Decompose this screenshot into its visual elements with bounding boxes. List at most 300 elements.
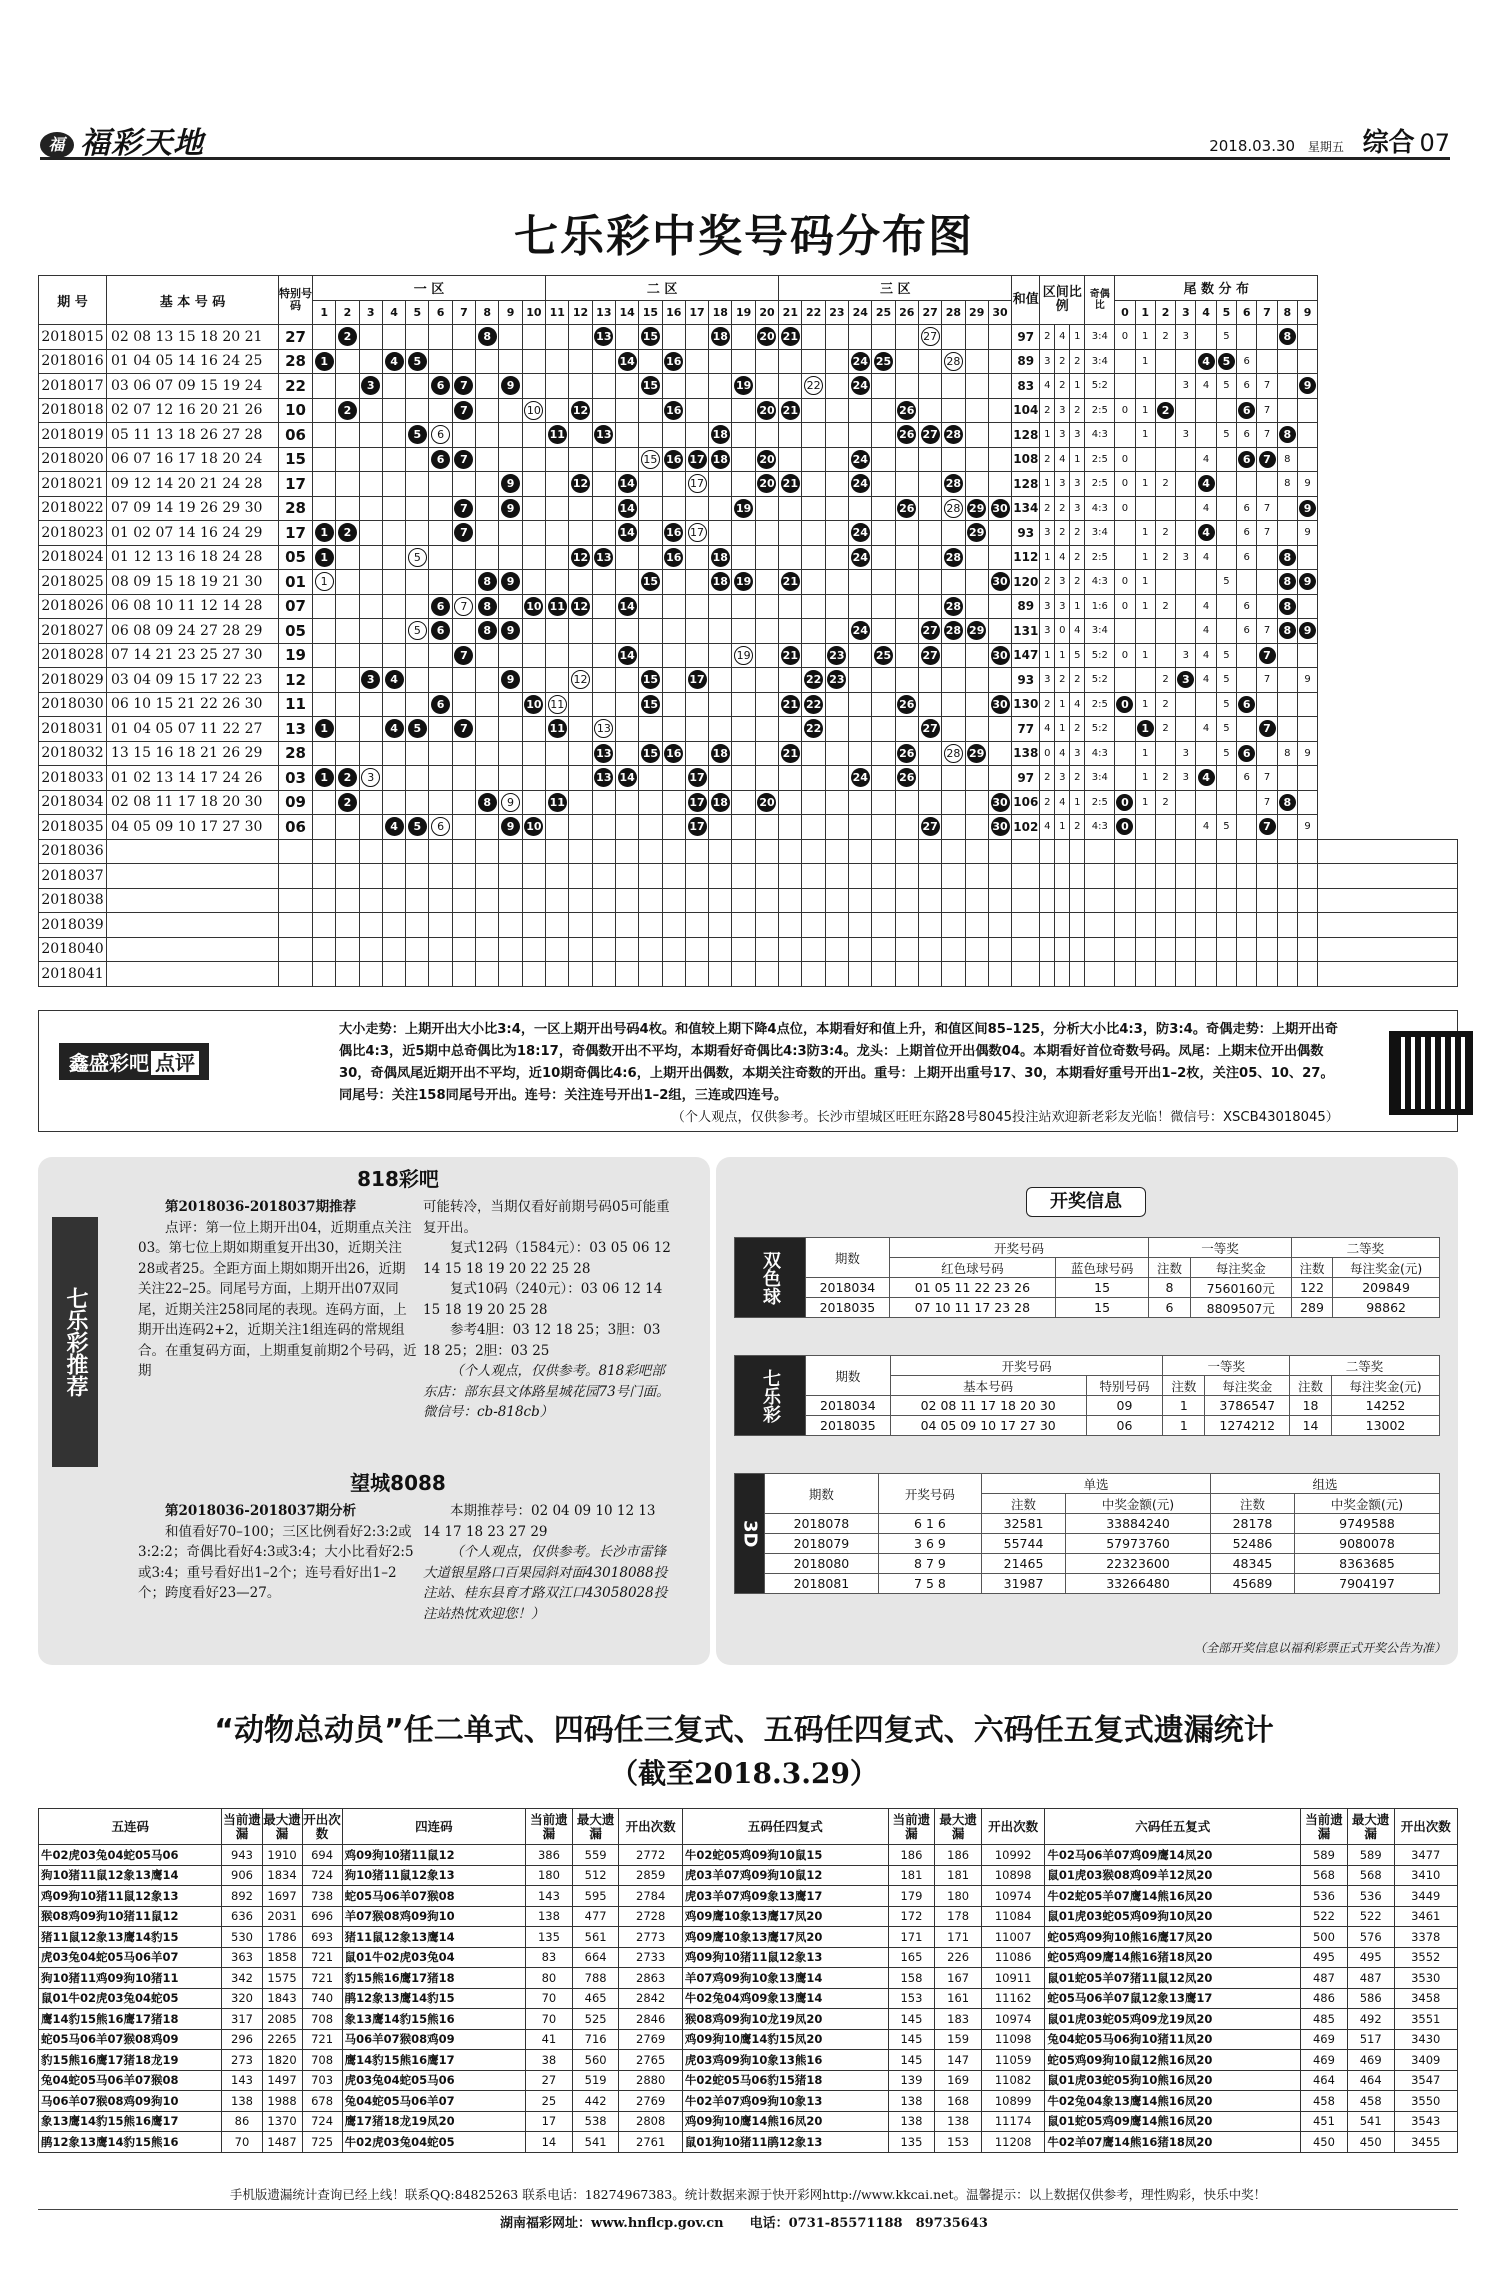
number-ball: 30 [991,572,1010,591]
stats-cell: 11084 [981,1906,1044,1927]
empty-cell [1155,962,1175,987]
tail-cell: 3 [1176,325,1196,350]
num-cell [895,643,918,668]
h-num: 10 [522,300,545,325]
num-cell [615,692,638,717]
num-cell [615,472,638,497]
number-ball: 21 [781,401,800,420]
k-h-first: 一等奖 [1149,1238,1292,1258]
empty-cell [802,913,825,938]
stats-cell: 11098 [981,2029,1044,2050]
empty-cell [1040,839,1055,864]
empty-cell [1237,962,1257,987]
tail-ball: 8 [1279,598,1296,615]
num-cell [313,398,336,423]
k-cell: 6 1 6 [878,1514,981,1534]
tail-cell: 6 [1237,766,1257,791]
h-sum: 和值 [1012,276,1040,325]
num-cell [569,815,592,840]
ratio-value: 2 [1040,325,1055,350]
num-cell [685,815,708,840]
num-cell [918,325,941,350]
num-cell [755,643,778,668]
tail-cell: 4 [1196,447,1216,472]
stats-cell: 豹15熊16鹰17猪18龙19 [39,2050,222,2071]
number-ball: 18 [711,744,730,763]
num-cell [592,619,615,644]
stats-cell: 蛇05鸡09狗10鼠12熊16凤20 [1045,2050,1301,2071]
k-cell: 9749588 [1294,1514,1439,1534]
stats-cell: 725 [302,2132,342,2153]
empty-cell [476,864,499,889]
num-cell [732,545,755,570]
stats-cell: 559 [572,1845,619,1866]
num-cell [662,668,685,693]
tail-cell [1216,594,1236,619]
h-num: 8 [476,300,499,325]
h-num: 27 [918,300,941,325]
empty-cell [709,839,732,864]
number-ball: 2 [338,327,357,346]
special-ball: 17 [688,474,707,493]
stats-cell: 464 [1347,2070,1394,2091]
empty-cell [336,913,359,938]
num-cell [895,594,918,619]
tail-cell: 1 [1135,349,1155,374]
stats-cell: 虎03鸡09狗10象13熊16 [682,2050,888,2071]
k-subhead: 每注奖金(元) [1332,1376,1440,1396]
ratio-value: 3 [1040,619,1055,644]
stats-cell: 牛02兔04鸡09象13鹰14 [682,1988,888,2009]
empty-cell [1297,913,1317,938]
num-cell [522,570,545,595]
num-cell [918,374,941,399]
empty-cell [1176,937,1196,962]
tail-cell [1297,570,1317,595]
num-cell [732,668,755,693]
empty-cell [107,913,279,938]
num-cell [802,398,825,423]
num-cell [615,423,638,448]
ratio-value: 0 [1055,619,1070,644]
sum-value: 77 [1012,717,1040,742]
h-num: 13 [592,300,615,325]
empty-cell [569,937,592,962]
stats-cell: 2863 [619,1968,682,1989]
tail-cell [1297,496,1317,521]
tail-ball: 6 [1238,402,1255,419]
dianping-sign: （个人观点，仅供参考。长沙市望城区旺旺东路28号8045投注站欢迎新老彩友光临！微信号：XSCB43018045） [671,1110,1339,1125]
empty-cell [825,888,848,913]
num-cell [732,349,755,374]
num-cell [918,619,941,644]
grid-row-empty [39,888,1458,913]
tail-cell [1216,472,1236,497]
num-cell [313,374,336,399]
grid-header-row [39,276,1458,301]
num-cell [615,717,638,742]
num-cell [802,643,825,668]
number-ball: 5 [408,425,427,444]
num-cell [313,815,336,840]
empty-cell [662,888,685,913]
num-cell [476,374,499,399]
stats-cell: 兔04蛇05马06羊07 [342,2091,525,2112]
tail-cell: 6 [1237,594,1257,619]
grid-row [39,570,1458,595]
stats-cell: 2784 [619,1886,682,1907]
stats-cell: 135 [888,2132,935,2153]
base-numbers: 06 08 09 24 27 28 29 [107,619,279,644]
number-ball: 1 [315,768,334,787]
stats-cell: 牛02蛇05羊07鹰14熊16凤20 [1045,1886,1301,1907]
number-ball: 30 [991,646,1010,665]
tail-cell: 0 [1115,398,1135,423]
empty-cell [1070,888,1085,913]
k-subhead: 注数 [1163,1376,1205,1396]
num-cell [592,741,615,766]
num-cell [895,447,918,472]
number-ball: 8 [478,621,497,640]
empty-cell [1216,913,1236,938]
special-number: 17 [279,521,313,546]
number-ball: 7 [454,523,473,542]
num-cell [499,790,522,815]
period: 2018026 [39,594,107,619]
k-h-second: 二等奖 [1290,1356,1440,1376]
number-ball: 12 [571,401,590,420]
empty-cell [1196,864,1216,889]
ratio-value: 2 [1055,349,1070,374]
empty-cell [685,937,708,962]
num-cell [709,423,732,448]
stats-cell: 138 [222,2091,262,2112]
stats-cell: 3461 [1394,1906,1457,1927]
num-cell [336,496,359,521]
empty-cell [1040,937,1055,962]
empty-cell [569,839,592,864]
num-cell [872,619,895,644]
oe-value: 2:5 [1085,790,1115,815]
empty-cell [1176,913,1196,938]
tail-cell [1257,643,1277,668]
num-cell [942,790,965,815]
num-cell [382,643,405,668]
special-number: 19 [279,643,313,668]
stats-cell: 马06羊07猴08鸡09狗10 [39,2091,222,2112]
num-cell [965,349,988,374]
k-subhead: 注数 [1211,1494,1295,1514]
num-cell [452,790,475,815]
num-cell [592,766,615,791]
k-cell: 2018081 [765,1574,879,1594]
empty-cell [382,962,405,987]
num-cell [452,766,475,791]
tail-cell [1277,570,1297,595]
num-cell [802,594,825,619]
num-cell [849,521,872,546]
num-cell [313,423,336,448]
period: 2018016 [39,349,107,374]
tail-cell [1277,398,1297,423]
empty-cell [1196,962,1216,987]
tail-cell [1176,692,1196,717]
num-cell [802,521,825,546]
side-label: 七乐彩推荐 [52,1217,98,1467]
number-ball: 15 [641,572,660,591]
num-cell [825,545,848,570]
h-oe: 奇偶比 [1085,276,1115,325]
num-cell [825,594,848,619]
number-ball: 28 [944,621,963,640]
ratio-value: 4 [1070,692,1085,717]
num-cell [779,692,802,717]
tail-cell: 4 [1196,643,1216,668]
num-cell [406,741,429,766]
stats-cell: 3552 [1394,1947,1457,1968]
h-num: 5 [406,300,429,325]
ratio-value: 4 [1070,619,1085,644]
num-cell [639,398,662,423]
empty-cell [569,864,592,889]
stats-cell: 145 [888,2050,935,2071]
num-cell [313,594,336,619]
grid-row [39,668,1458,693]
k-cell: 122 [1291,1278,1332,1298]
empty-cell [918,888,941,913]
number-ball: 21 [781,572,800,591]
empty-cell [1257,864,1277,889]
num-cell [685,766,708,791]
num-cell [802,496,825,521]
num-cell [336,619,359,644]
num-cell [942,496,965,521]
sum-value: 112 [1012,545,1040,570]
tail-cell [1297,545,1317,570]
stats-cell: 2842 [619,1988,682,2009]
k-h-first: 一等奖 [1163,1356,1290,1376]
stats-cell: 1487 [262,2132,302,2153]
num-cell [499,668,522,693]
ratio-value: 3 [1070,496,1085,521]
num-cell [662,447,685,472]
tail-cell [1277,619,1297,644]
number-ball: 2 [338,401,357,420]
num-cell [569,325,592,350]
empty-cell [755,962,778,987]
num-cell [476,643,499,668]
stats-cell: 鼠01虎03猴08鸡09羊12凤20 [1045,1865,1301,1886]
base-numbers: 08 09 15 18 19 21 30 [107,570,279,595]
num-cell [499,374,522,399]
stats-row [39,1947,1458,1968]
num-cell [662,692,685,717]
stats-cell: 487 [1347,1968,1394,1989]
tail-cell: 7 [1257,423,1277,448]
tail-ball: 7 [1259,647,1276,664]
tail-cell [1216,790,1236,815]
stats-cell: 鹰14豹15熊16鹰17 [342,2050,525,2071]
tail-cell [1176,447,1196,472]
h-tail: 尾 数 分 布 [1115,276,1318,301]
empty-cell [313,962,336,987]
grid-row [39,374,1458,399]
num-cell [918,423,941,448]
empty-cell [1297,937,1317,962]
k-cell: 8809507元 [1190,1298,1291,1318]
empty-cell [709,864,732,889]
empty-cell [1237,839,1257,864]
grid-row [39,325,1458,350]
empty-cell [1135,864,1155,889]
stats-cell: 2808 [619,2111,682,2132]
num-cell [546,570,569,595]
tail-cell: 1 [1135,741,1155,766]
oe-value: 3:4 [1085,619,1115,644]
tail-cell: 5 [1216,643,1236,668]
num-cell [452,741,475,766]
num-cell [849,325,872,350]
sum-value: 106 [1012,790,1040,815]
num-cell [569,521,592,546]
stats-cell: 1370 [262,2111,302,2132]
tail-ball: 8 [1279,573,1296,590]
num-cell [895,521,918,546]
num-cell [429,472,452,497]
stats-cell: 鸡09鹰10象13鹰17凤20 [682,1927,888,1948]
ratio-value: 1 [1040,643,1055,668]
number-ball: 20 [757,450,776,469]
num-cell [895,570,918,595]
num-cell [685,619,708,644]
empty-cell [359,913,382,938]
empty-cell [988,864,1011,889]
num-cell [546,643,569,668]
num-cell [732,398,755,423]
num-cell [476,325,499,350]
base-numbers: 04 05 09 10 17 27 30 [107,815,279,840]
num-cell [522,668,545,693]
num-cell [942,619,965,644]
num-cell [709,717,732,742]
num-cell [755,570,778,595]
num-cell [709,790,732,815]
num-cell [615,619,638,644]
stats-head-cell: 最大遗漏 [572,1809,619,1845]
empty-cell [779,962,802,987]
num-cell [918,447,941,472]
num-cell [499,325,522,350]
stats-cell: 1697 [262,1886,302,1907]
h-tail-digit: 6 [1237,300,1257,325]
tail-cell [1115,423,1135,448]
k-subhead: 注数 [1290,1376,1332,1396]
stats-cell: 3449 [1394,1886,1457,1907]
stats-cell: 牛02虎03兔04蛇05马06 [39,1845,222,1866]
tail-cell [1216,619,1236,644]
stats-cell: 38 [526,2050,573,2071]
number-ball: 9 [501,621,520,640]
num-cell [569,619,592,644]
num-cell [802,472,825,497]
number-ball: 2 [338,523,357,542]
num-cell [988,325,1011,350]
num-cell [779,325,802,350]
num-cell [779,766,802,791]
h-num: 24 [849,300,872,325]
h-tail-digit: 8 [1277,300,1297,325]
empty-cell [988,937,1011,962]
empty-cell [1012,888,1040,913]
h-tail-digit: 9 [1297,300,1317,325]
tail-cell [1135,668,1155,693]
special-ball: 17 [688,523,707,542]
ratio-value: 1 [1040,472,1055,497]
num-cell [872,815,895,840]
tail-cell [1155,496,1175,521]
num-cell [755,423,778,448]
tail-ball: 7 [1259,451,1276,468]
number-ball: 27 [921,425,940,444]
num-cell [359,545,382,570]
empty-cell [1237,864,1257,889]
stats-cell: 172 [888,1906,935,1927]
num-cell [802,815,825,840]
empty-cell [1257,839,1277,864]
qr-code-icon [1389,1031,1473,1115]
num-cell [988,374,1011,399]
num-cell [522,545,545,570]
empty-cell [279,913,313,938]
number-ball: 14 [618,597,637,616]
stats-cell: 10898 [981,1865,1044,1886]
tail-cell [1176,717,1196,742]
k-tag: 七乐彩 [735,1356,806,1436]
tail-cell [1277,496,1297,521]
h-num: 9 [499,300,522,325]
tail-cell: 1 [1135,594,1155,619]
stats-cell: 象13鹰14豹15熊16鹰17 [39,2111,222,2132]
number-ball: 8 [478,793,497,812]
number-ball: 24 [851,450,870,469]
num-cell [709,496,732,521]
num-cell [639,423,662,448]
empty-cell [313,839,336,864]
num-cell [779,790,802,815]
tail-cell [1176,619,1196,644]
num-cell [849,668,872,693]
stats-cell: 11059 [981,2050,1044,2071]
number-ball: 1 [315,523,334,542]
num-cell [429,570,452,595]
stats-cell: 226 [935,1947,982,1968]
num-cell [825,717,848,742]
tail-cell [1155,374,1175,399]
num-cell [942,570,965,595]
ratio-value: 2 [1070,545,1085,570]
stats-cell: 鹃12象13鹰14豹15熊16 [39,2132,222,2153]
h-zone-3: 三 区 [779,276,1012,301]
sum-value: 97 [1012,766,1040,791]
logo-mark-icon: 福 [40,132,74,158]
h-period: 期 号 [39,276,107,325]
stats-cell: 3458 [1394,1988,1457,2009]
stats-cell: 273 [222,2050,262,2071]
number-ball: 6 [431,597,450,616]
tail-cell [1277,815,1297,840]
tail-cell [1216,496,1236,521]
k-cell: 8363685 [1294,1554,1439,1574]
